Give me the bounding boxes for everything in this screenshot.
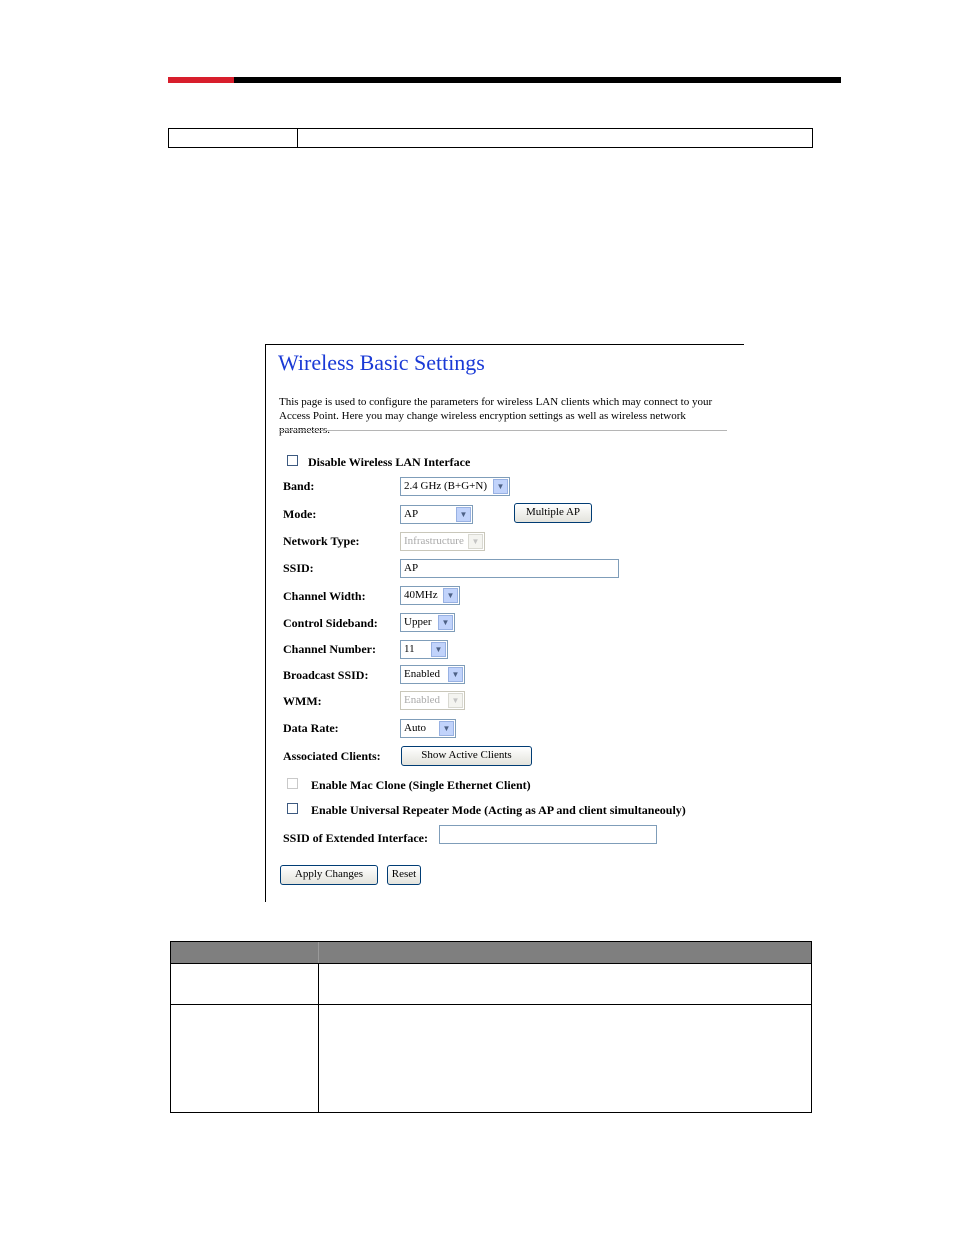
extended-ssid-input[interactable] [439, 825, 657, 844]
mode-value: AP [404, 508, 419, 520]
divider [279, 430, 727, 431]
table-header [171, 942, 811, 964]
broadcast-ssid-select[interactable] [400, 665, 465, 684]
header-rule [234, 77, 841, 83]
mode-select[interactable] [400, 505, 473, 524]
network-type-value: Infrastructure [404, 535, 464, 547]
band-label: Band: [283, 479, 315, 493]
channel-number-value: 11 [404, 643, 415, 655]
header-accent-bar [168, 77, 234, 83]
data-rate-value: Auto [404, 722, 426, 734]
chevron-down-icon: ▼ [438, 615, 453, 630]
page-description: This page is used to configure the parameters for wireless LAN clients which may connect to your Access Point. Here you may change wireless encryption settings as well as wireless network parameters. [279, 396, 713, 436]
apply-changes-button[interactable]: Apply Changes [280, 865, 378, 885]
broadcast-ssid-label: Broadcast SSID: [283, 668, 369, 682]
data-rate-label: Data Rate: [283, 721, 339, 735]
network-type-select [400, 532, 485, 551]
mac-clone-label: Enable Mac Clone (Single Ethernet Client) [311, 778, 531, 792]
disable-wlan-label: Disable Wireless LAN Interface [308, 455, 471, 469]
table-row [171, 1005, 811, 1112]
wmm-label: WMM: [283, 694, 322, 708]
universal-repeater-label: Enable Universal Repeater Mode (Acting as AP and client simultaneouly) [311, 803, 686, 817]
multiple-ap-button[interactable]: Multiple AP [514, 503, 592, 523]
mode-label: Mode: [283, 507, 317, 521]
chevron-down-icon: ▼ [431, 642, 446, 657]
chevron-down-icon: ▼ [448, 693, 463, 708]
wmm-value: Enabled [404, 694, 441, 706]
mac-clone-checkbox [287, 778, 298, 789]
chevron-down-icon: ▼ [448, 667, 463, 682]
chevron-down-icon: ▼ [443, 588, 458, 603]
parameter-table [170, 941, 812, 1113]
chevron-down-icon: ▼ [468, 534, 483, 549]
broadcast-ssid-value: Enabled [404, 668, 441, 680]
network-type-label: Network Type: [283, 534, 360, 548]
ssid-input[interactable] [400, 559, 619, 578]
channel-width-label: Channel Width: [283, 589, 366, 603]
data-rate-select[interactable] [400, 719, 456, 738]
chevron-down-icon: ▼ [456, 507, 471, 522]
show-active-clients-button[interactable]: Show Active Clients [401, 746, 532, 766]
table-row [171, 964, 811, 1005]
extended-ssid-label: SSID of Extended Interface: [283, 831, 428, 845]
reset-button[interactable]: Reset [387, 865, 421, 885]
channel-width-select[interactable] [400, 586, 460, 605]
channel-width-value: 40MHz [404, 589, 438, 601]
control-sideband-value: Upper [404, 616, 432, 628]
disable-wlan-checkbox[interactable] [287, 455, 298, 466]
chevron-down-icon: ▼ [439, 721, 454, 736]
ssid-value: AP [404, 562, 419, 574]
band-value: 2.4 GHz (B+G+N) [404, 480, 487, 492]
control-sideband-select[interactable] [400, 613, 455, 632]
ssid-label: SSID: [283, 561, 314, 575]
page-title: Wireless Basic Settings [278, 350, 485, 375]
channel-number-label: Channel Number: [283, 642, 377, 656]
channel-number-select[interactable] [400, 640, 448, 659]
top-table [168, 128, 813, 148]
universal-repeater-checkbox[interactable] [287, 803, 298, 814]
band-select[interactable] [400, 477, 510, 496]
wmm-select [400, 691, 465, 710]
control-sideband-label: Control Sideband: [283, 616, 378, 630]
associated-clients-label: Associated Clients: [283, 749, 381, 763]
chevron-down-icon: ▼ [493, 479, 508, 494]
